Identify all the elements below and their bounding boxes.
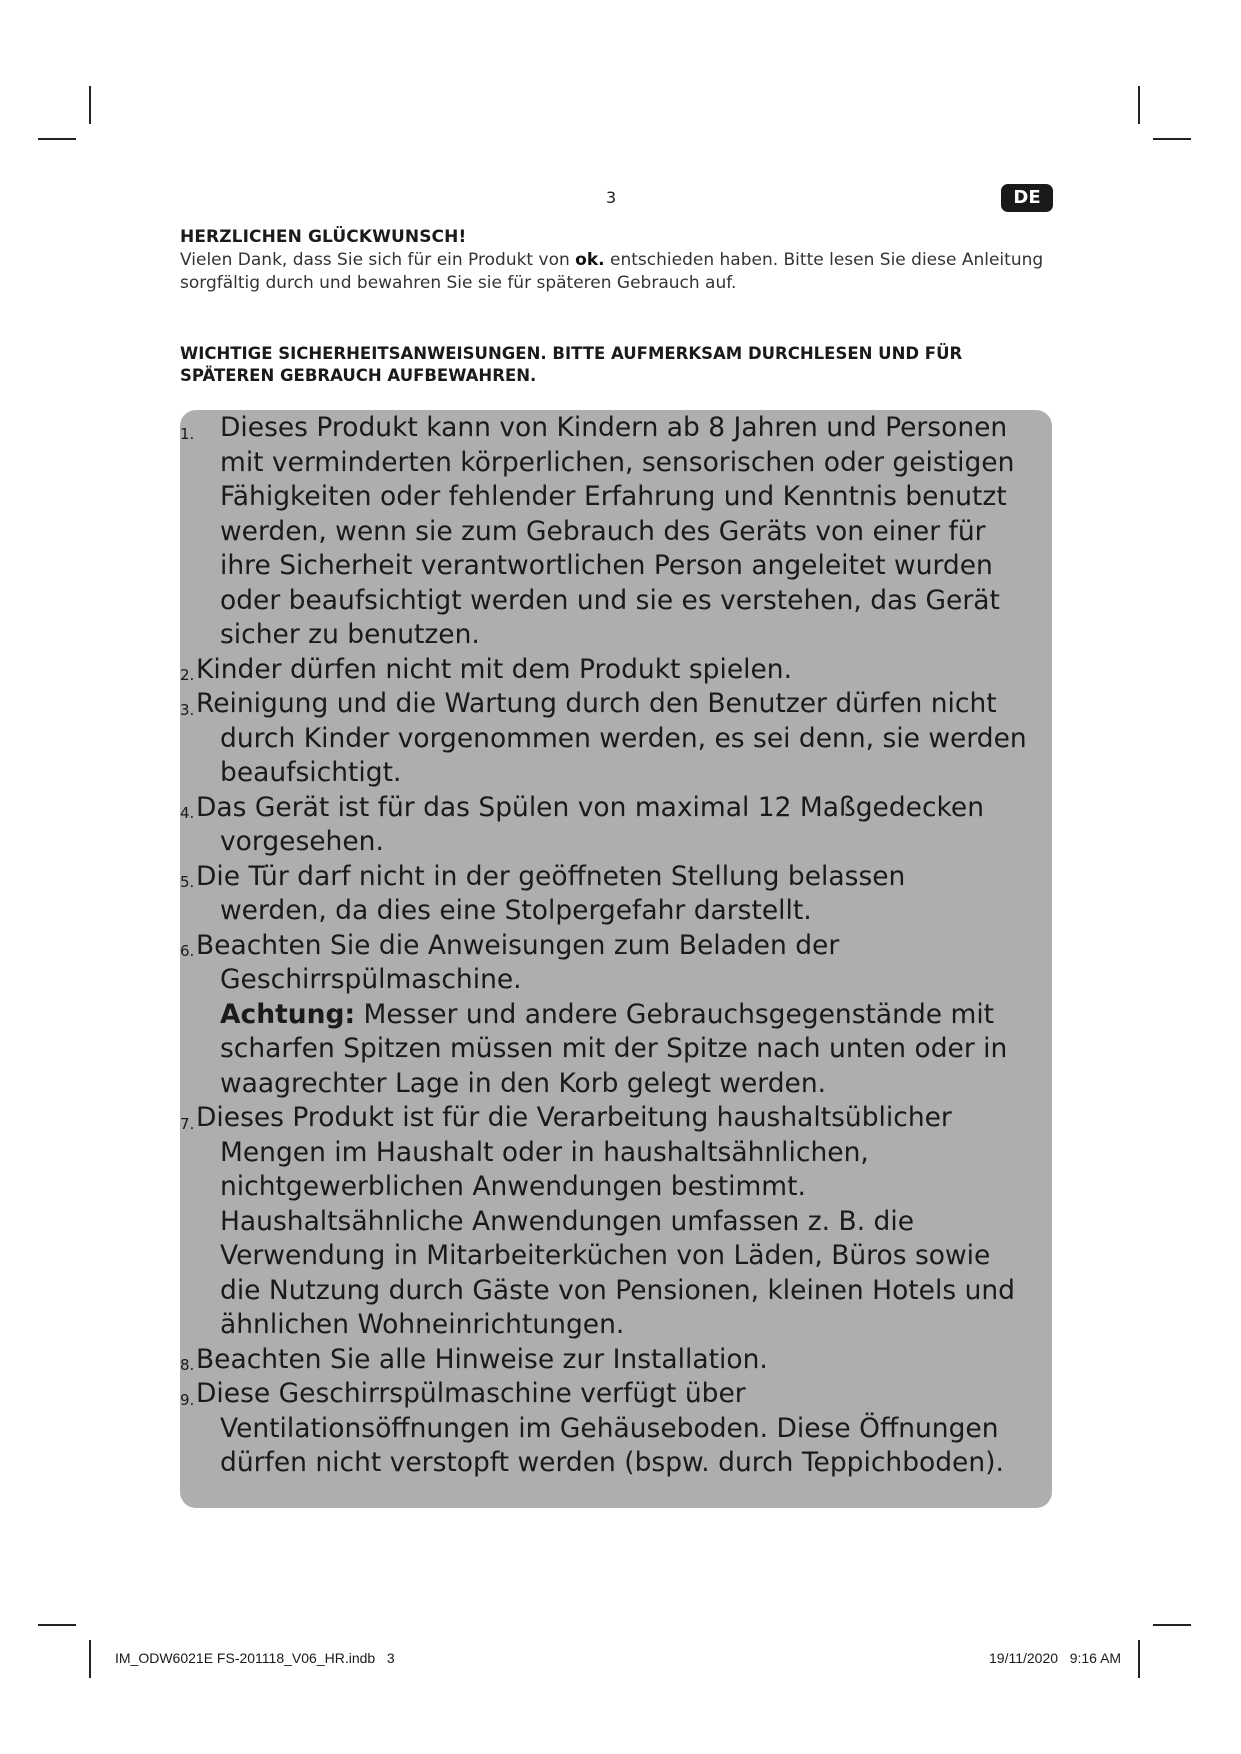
instruction-line: Diese Geschirrspülmaschine verfügt über xyxy=(196,1378,746,1409)
warning-label: Achtung: xyxy=(220,998,356,1030)
instruction-line: Beachten Sie die Anweisungen zum Beladen der xyxy=(196,929,840,961)
instruction-line: Reinigung und die Wartung durch den Benutzer dürfen nicht xyxy=(196,688,997,719)
instruction-line: Mengen im Haushalt oder in haushaltsähnlichen, xyxy=(220,1136,869,1168)
safety-heading-line: WICHTIGE SICHERHEITSANWEISUNGEN. BITTE AUFMERKSAM DURCHLESEN UND FÜR xyxy=(180,344,963,363)
instruction-number: 8. xyxy=(180,1356,195,1374)
instruction-line: die Nutzung durch Gäste von Pensionen, kleinen Hotels und xyxy=(220,1274,1015,1306)
instruction-line: Fähigkeiten oder fehlender Erfahrung und Kenntnis benutzt xyxy=(220,481,1007,512)
instruction-line: Kinder dürfen nicht mit dem Produkt spielen. xyxy=(196,653,793,685)
instruction-line: Das Gerät ist für das Spülen von maximal 12 Maßgedecken xyxy=(196,791,985,823)
instruction-line: vorgesehen. xyxy=(220,826,384,857)
crop-mark xyxy=(89,1640,91,1678)
instruction-line: durch Kinder vorgenommen werden, es sei denn, sie werden xyxy=(220,722,1027,754)
instruction-line: Haushaltsähnliche Anwendungen umfassen z. B. die xyxy=(220,1205,915,1237)
instruction-line: ihre Sicherheit verantwortlichen Person angeleitet wurden xyxy=(220,550,993,581)
instruction-line: Dieses Produkt kann von Kindern ab 8 Jahren und Personen xyxy=(220,412,1008,443)
page-number: 3 xyxy=(606,188,617,207)
instruction-number: 5. xyxy=(180,873,195,891)
instruction-line: sicher zu benutzen. xyxy=(220,619,480,650)
warning-line xyxy=(220,997,994,1032)
instruction-number: 1. xyxy=(180,425,195,443)
safety-heading xyxy=(180,343,1040,387)
crop-mark xyxy=(38,138,76,140)
intro-heading: HERZLICHEN GLÜCKWUNSCH! xyxy=(180,227,467,247)
footer-file-info: IM_ODW6021E FS-201118_V06_HR.indb 3 xyxy=(115,1650,395,1666)
intro-text-part: entschieden haben. Bitte lesen Sie diese Anleitung xyxy=(604,250,1044,270)
crop-mark xyxy=(1138,1640,1140,1678)
instruction-line: Dieses Produkt ist für die Verarbeitung haushaltsüblicher xyxy=(196,1102,952,1133)
warning-text: Messer und andere Gebrauchsgegenstände mit xyxy=(355,998,995,1030)
instruction-line: mit verminderten körperlichen, sensorischen oder geistigen xyxy=(220,446,1015,478)
intro-section xyxy=(180,227,1050,295)
instruction-line: Beachten Sie alle Hinweise zur Installation. xyxy=(196,1343,768,1375)
instruction-number: 7. xyxy=(180,1115,195,1133)
intro-text-part: Vielen Dank, dass Sie sich für ein Produkt von xyxy=(180,250,576,270)
brand-name: ok. xyxy=(575,250,605,270)
instruction-number: 6. xyxy=(180,942,195,960)
instruction-line: Verwendung in Mitarbeiterküchen von Läden, Büros sowie xyxy=(220,1240,991,1271)
instruction-line: werden, wenn sie zum Gebrauch des Geräts von einer für xyxy=(220,515,986,547)
instruction-number: 2. xyxy=(180,666,195,684)
instruction-number: 9. xyxy=(180,1391,195,1409)
crop-mark xyxy=(1138,86,1140,124)
warning-line: scharfen Spitzen müssen mit der Spitze nach unten oder in xyxy=(220,1033,1008,1064)
instruction-line: beaufsichtigt. xyxy=(220,757,402,788)
instruction-number: 3. xyxy=(180,701,195,719)
intro-text xyxy=(180,249,1050,295)
instruction-line: oder beaufsichtigt werden und sie es verstehen, das Gerät xyxy=(220,584,1000,616)
instruction-line: dürfen nicht verstopft werden (bspw. durch Teppichboden). xyxy=(220,1447,1004,1478)
instruction-line: werden, da dies eine Stolpergefahr darstellt. xyxy=(220,895,812,926)
instruction-line: ähnlichen Wohneinrichtungen. xyxy=(220,1309,625,1340)
warning-line: waagrechter Lage in den Korb gelegt werden. xyxy=(220,1067,827,1099)
instruction-line: nichtgewerblichen Anwendungen bestimmt. xyxy=(220,1171,806,1202)
crop-mark xyxy=(1153,138,1191,140)
intro-text-part: sorgfältig durch und bewahren Sie sie für späteren Gebrauch auf. xyxy=(180,273,737,293)
instruction-line: Ventilationsöffnungen im Gehäuseboden. Diese Öffnungen xyxy=(220,1412,999,1444)
instruction-line: Geschirrspülmaschine. xyxy=(220,964,522,995)
crop-mark xyxy=(38,1624,76,1626)
language-badge: DE xyxy=(1001,184,1053,212)
instruction-line: Die Tür darf nicht in der geöffneten Stellung belassen xyxy=(196,860,906,892)
crop-mark xyxy=(89,86,91,124)
footer-date: 19/11/2020 9:16 AM xyxy=(989,1650,1122,1666)
crop-mark xyxy=(1153,1624,1191,1626)
safety-heading-line: SPÄTEREN GEBRAUCH AUFBEWAHREN. xyxy=(180,366,537,385)
instruction-number: 4. xyxy=(180,804,195,822)
safety-instructions-panel xyxy=(180,410,1052,1508)
